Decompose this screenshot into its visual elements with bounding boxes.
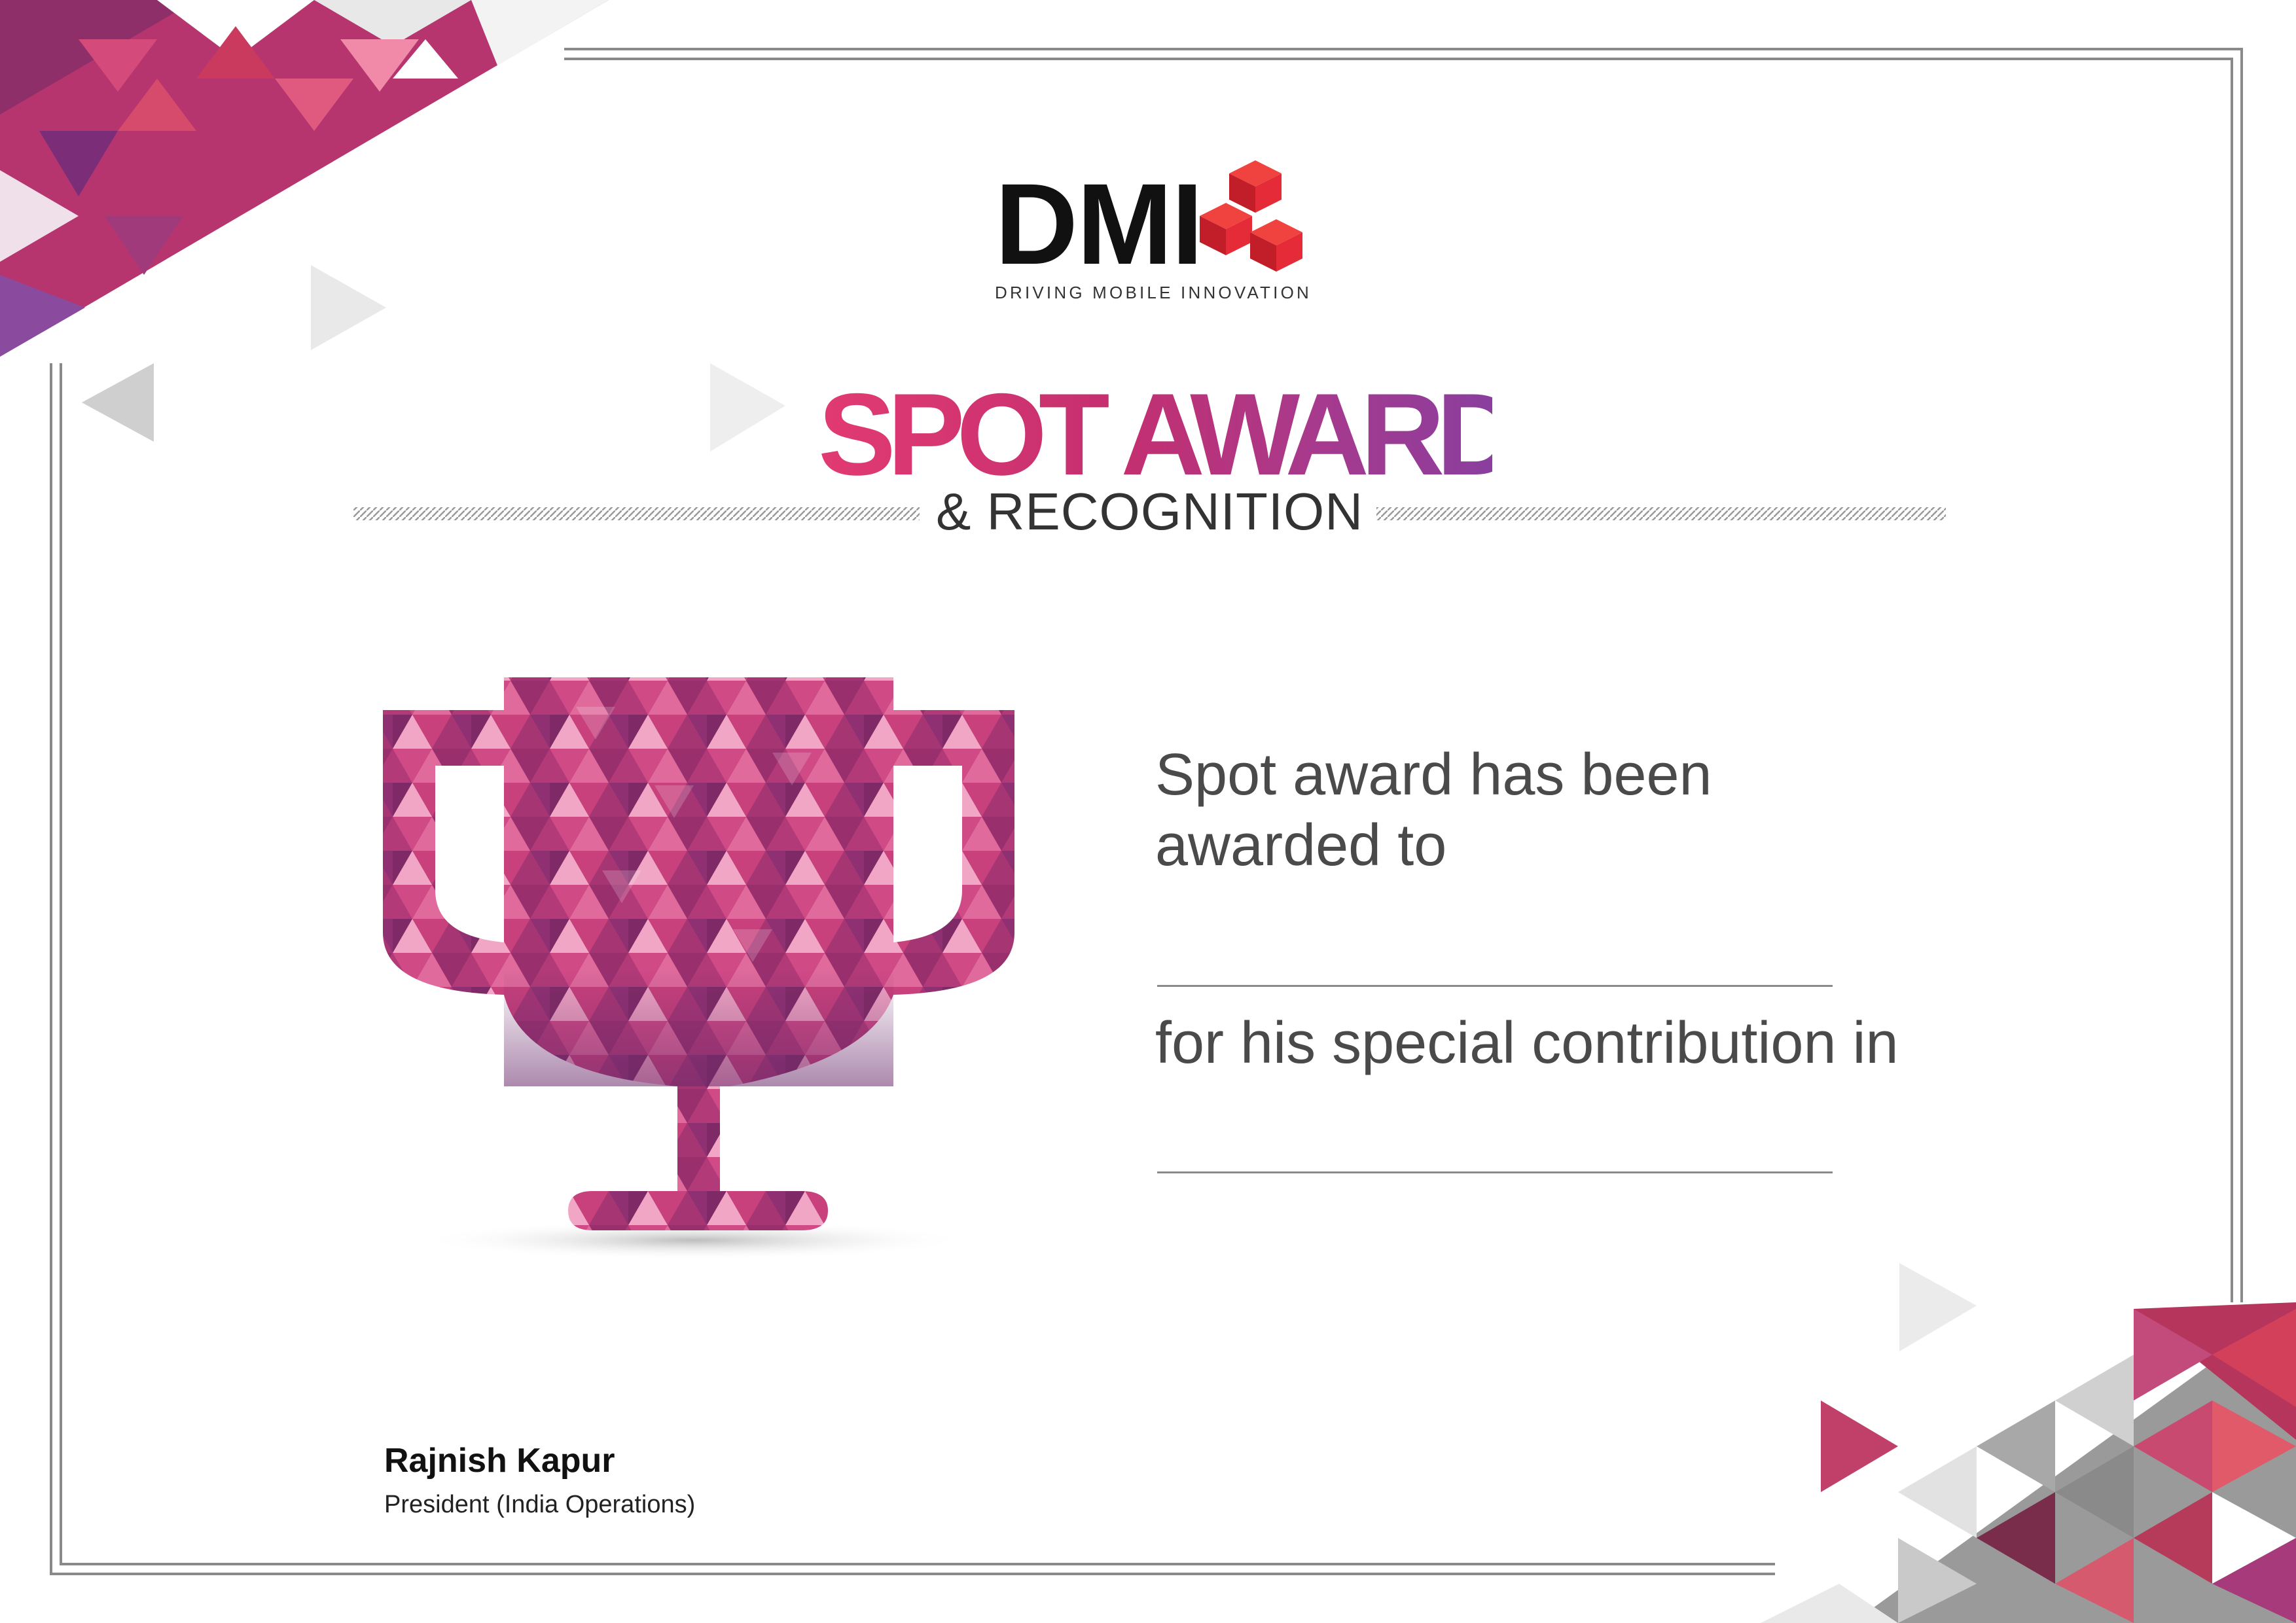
deco-triangle (82, 363, 154, 442)
dmi-logo-cubes-icon (1200, 160, 1302, 272)
deco-triangle (1899, 1263, 1977, 1351)
recipient-name-line (1157, 985, 1833, 987)
trophy-icon (383, 677, 1014, 1260)
divider-left (353, 507, 920, 520)
signatory-title: President (India Operations) (384, 1491, 696, 1518)
deco-triangle (1821, 1400, 1898, 1492)
award-subtitle: & RECOGNITION (936, 482, 1364, 541)
bottom-right-triangle-pattern (1852, 1302, 2296, 1623)
deco-triangle (710, 363, 785, 452)
deco-triangle (1761, 1584, 1898, 1623)
award-title: SPOT AWARD (818, 369, 1513, 499)
logo-tagline: DRIVING MOBILE INNOVATION (995, 283, 1312, 302)
logo-wordmark: DMI (995, 160, 1202, 289)
top-left-triangle-pattern (0, 0, 609, 357)
contribution-line (1157, 1171, 1833, 1173)
awarded-to-text: Spot award has been awarded to (1155, 742, 1712, 878)
contribution-text: for his special contribution in (1155, 1010, 1899, 1076)
deco-triangle (311, 265, 386, 350)
signatory-name: Rajnish Kapur (384, 1442, 615, 1480)
divider-right (1376, 507, 1946, 520)
